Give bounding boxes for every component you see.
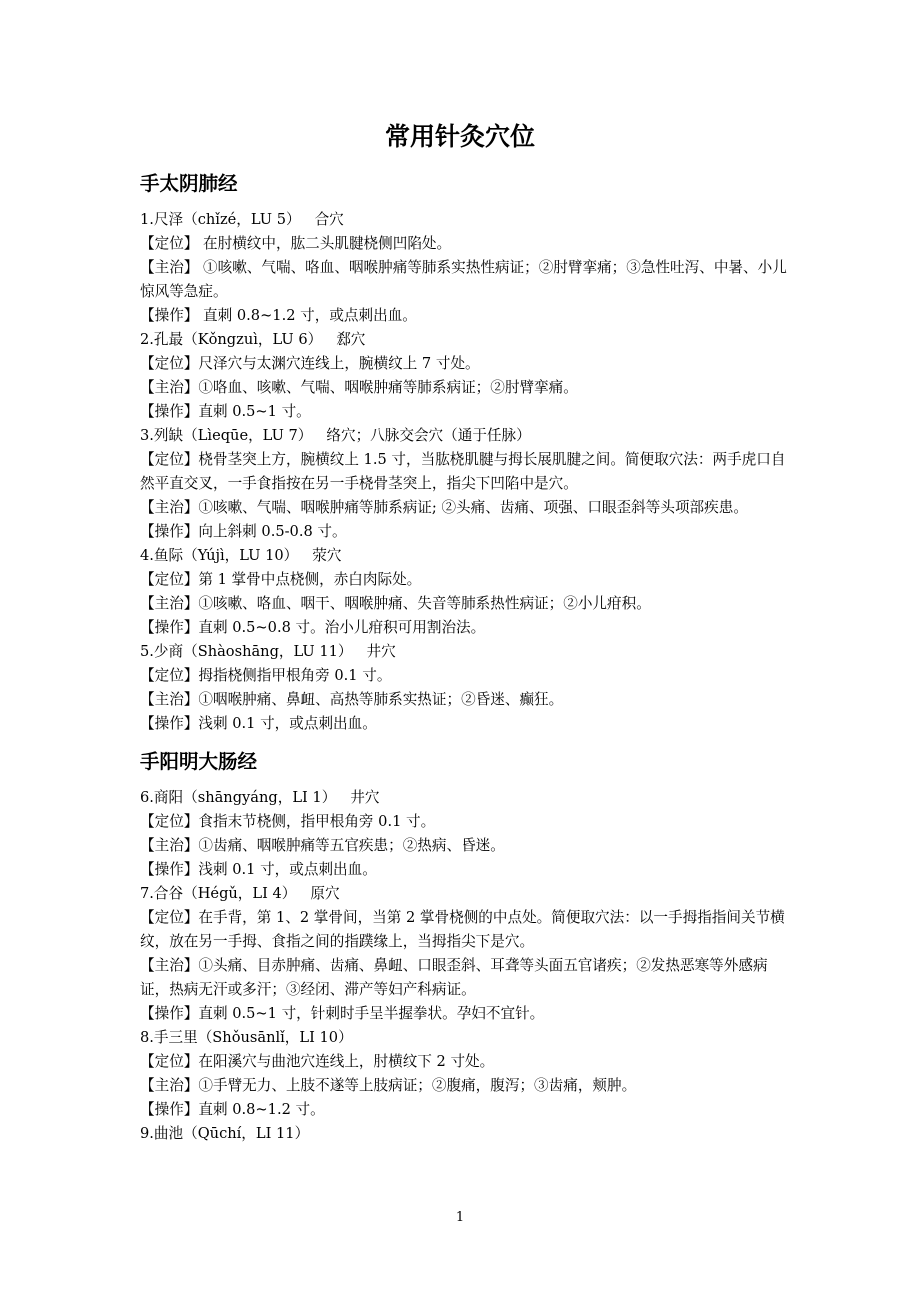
acupoint-category: 荥穴 [312,547,342,564]
method-label: 【操作】 [140,523,199,540]
location-line [140,664,790,688]
location-line [140,810,790,834]
acupoint-name: 7.合谷（Hégǔ，LI 4） [140,885,297,902]
indication-label: 【主治】 [140,379,199,396]
indication-text: ①齿痛、咽喉肿痛等五官疾患；②热病、昏迷。 [198,837,505,854]
method-text: 直刺 0.5~1 寸，针刺时手呈半握拳状。孕妇不宜针。 [198,1005,545,1022]
method-line [140,712,790,736]
indication-label: 【主治】 [140,259,199,276]
location-text: 第 1 掌骨中点桡侧，赤白肉际处。 [198,571,422,588]
method-line [140,1098,790,1122]
location-text: 在阳溪穴与曲池穴连线上，肘横纹下 2 寸处。 [198,1053,495,1070]
indication-line [140,1074,790,1098]
indication-label: 【主治】 [140,837,199,854]
method-text: 直刺 0.5~0.8 寸。治小儿疳积可用割治法。 [198,619,486,636]
location-line [140,232,790,256]
indication-text: ①咳嗽、咯血、咽干、咽喉肿痛、失音等肺系热性病证；②小儿疳积。 [198,595,651,612]
location-line [140,906,790,954]
location-line [140,352,790,376]
acupoint-title [140,1122,790,1146]
acupoint-title [140,786,790,810]
section-heading-lung-meridian: 手太阴肺经 [140,172,238,195]
indication-label: 【主治】 [140,957,199,974]
method-label: 【操作】 [140,1005,199,1022]
section-heading-large-intestine-meridian: 手阳明大肠经 [140,750,258,773]
acupoint-name: 5.少商（Shàoshāng，LU 11） [140,643,353,660]
acupoint-name: 9.曲池（Qūchí，LI 11） [140,1125,310,1142]
method-label: 【操作】 [140,861,199,878]
acupoint-title [140,882,790,906]
location-text: 尺泽穴与太渊穴连线上，腕横纹上 7 寸处。 [198,355,480,372]
acupoint-category: 合穴 [314,211,344,228]
indication-text: ①咽喉肿痛、鼻衄、高热等肺系实热证；②昏迷、癫狂。 [198,691,564,708]
indication-line [140,834,790,858]
acupoint-title [140,544,790,568]
indication-label: 【主治】 [140,1077,199,1094]
indication-line [140,256,790,304]
location-label: 【定位】 [140,667,199,684]
indication-text: ①咳嗽、气喘、咽喉肿痛等肺系病证; ②头痛、齿痛、项强、口眼歪斜等头项部疾患。 [198,499,748,516]
acupoint-title [140,1026,790,1050]
document-body [140,168,790,1146]
indication-line [140,376,790,400]
indication-label: 【主治】 [140,499,199,516]
method-line [140,520,790,544]
location-line [140,1050,790,1074]
indication-line [140,954,790,1002]
acupoint-name: 3.列缺（Lìeqūe，LU 7） [140,427,313,444]
method-line [140,400,790,424]
location-line [140,448,790,496]
indication-text: ①咯血、咳嗽、气喘、咽喉肿痛等肺系病证；②肘臂挛痛。 [198,379,578,396]
location-label: 【定位】 [140,571,199,588]
method-text: 向上斜刺 0.5-0.8 寸。 [198,523,347,540]
indication-text: ①咳嗽、气喘、咯血、咽喉肿痛等肺系实热性病证；②肘臂挛痛；③急性吐泻、中暑、小儿惊风等急症。 [140,259,787,300]
location-text: 在肘横纹中，肱二头肌腱桡侧凹陷处。 [198,235,452,252]
location-text: 桡骨茎突上方，腕横纹上 1.5 寸，当肱桡肌腱与拇长展肌腱之间。简便取穴法：两手虎口自然平直交叉，一手食指按在另一手桡骨茎突上，指尖下凹陷中是穴。 [140,451,786,492]
method-line [140,858,790,882]
page-number: 1 [455,1210,465,1225]
method-text: 直刺 0.8~1.2 寸。 [198,1101,325,1118]
location-label: 【定位】 [140,355,199,372]
acupoint-category: 原穴 [310,885,340,902]
acupoint-title [140,640,790,664]
acupoint-category: 井穴 [350,789,380,806]
indication-label: 【主治】 [140,595,199,612]
indication-label: 【主治】 [140,691,199,708]
method-label: 【操作】 [140,715,199,732]
indication-line [140,688,790,712]
method-label: 【操作】 [140,619,199,636]
acupoint-name: 6.商阳（shāngyáng，LI 1） [140,789,337,806]
acupoint-title [140,208,790,232]
method-text: 直刺 0.8~1.2 寸，或点刺出血。 [198,307,417,324]
location-label: 【定位】 [140,1053,199,1070]
location-label: 【定位】 [140,909,199,926]
method-line [140,304,790,328]
method-text: 直刺 0.5~1 寸。 [198,403,311,420]
location-label: 【定位】 [140,451,199,468]
acupoint-name: 1.尺泽（chǐzé，LU 5） [140,211,301,228]
location-text: 在手背，第 1、2 掌骨间，当第 2 掌骨桡侧的中点处。简便取穴法：以一手拇指指间关节横纹，放在另一手拇、食指之间的指蹼缘上，当拇指尖下是穴。 [140,909,785,950]
method-text: 浅刺 0.1 寸，或点刺出血。 [198,715,377,732]
indication-text: ①手臂无力、上肢不遂等上肢病证；②腹痛，腹泻；③齿痛，颊肿。 [198,1077,637,1094]
acupoint-name: 4.鱼际（Yújì，LU 10） [140,547,299,564]
acupoint-category: 井穴 [366,643,396,660]
acupoint-name: 2.孔最（Kǒngzuì，LU 6） [140,331,323,348]
indication-text: ①头痛、目赤肿痛、齿痛、鼻衄、口眼歪斜、耳聋等头面五官诸疾；②发热恶寒等外感病证，热病无汗或多汗；③经闭、滞产等妇产科病证。 [140,957,768,998]
method-label: 【操作】 [140,307,199,324]
method-line [140,1002,790,1026]
acupoint-category: 络穴；八脉交会穴（通于任脉） [326,427,531,444]
location-line [140,568,790,592]
location-text: 拇指桡侧指甲根角旁 0.1 寸。 [198,667,392,684]
acupoint-title [140,328,790,352]
method-text: 浅刺 0.1 寸，或点刺出血。 [198,861,377,878]
indication-line [140,592,790,616]
location-label: 【定位】 [140,235,199,252]
indication-line [140,496,790,520]
location-text: 食指末节桡侧，指甲根角旁 0.1 寸。 [198,813,436,830]
acupoint-title [140,424,790,448]
method-label: 【操作】 [140,1101,199,1118]
acupoint-name: 8.手三里（Shǒusānlǐ，LI 10） [140,1029,353,1046]
method-line [140,616,790,640]
document-title: 常用针灸穴位 [384,122,535,151]
acupoint-category: 郄穴 [336,331,366,348]
location-label: 【定位】 [140,813,199,830]
method-label: 【操作】 [140,403,199,420]
